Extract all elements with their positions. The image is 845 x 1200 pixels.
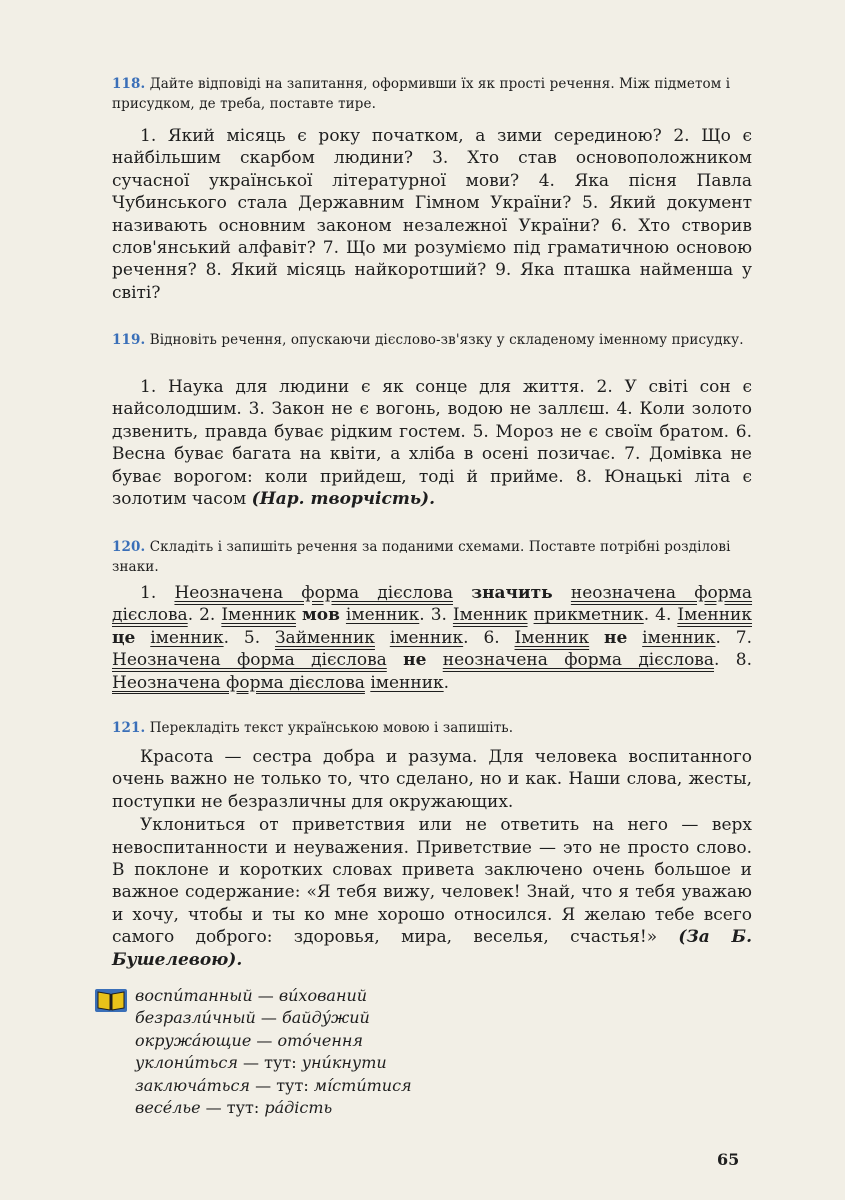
exercise-paragraph: 1. Який місяць є року початком, а зими серединою? 2. Що є найбільшим скарбом людини? 3. Хто став основоположником сучасної української літературної мови? 4. Яка пісня Павла Чубинського стала Державним Гімном України? 5. Який документ називають основним законом незалежної України? 6. Хто створив слов'янський алфавіт? 7. Що ми розуміємо під граматичною основою речення? 8. Який місяць найкоротший? 9. Яка пташка найменша у світі? (112, 126, 752, 303)
glossary-uk: уни́кнути (301, 1053, 387, 1073)
scheme-part: Неозначена форма дієслова (112, 672, 365, 693)
glossary-ru: безразли́чный (135, 1008, 256, 1028)
glossary-row (135, 1007, 555, 1029)
glossary-ru: весе́лье (135, 1098, 201, 1118)
exercise-120-text (112, 582, 752, 694)
scheme-part: Іменник (452, 605, 528, 626)
glossary-row (135, 1030, 555, 1052)
exercise-number: 119. (112, 332, 146, 348)
glossary-sep: — (200, 1098, 227, 1118)
text-paragraph-2 (112, 814, 752, 971)
scheme-part: . (223, 627, 244, 648)
scheme-part: . (714, 650, 736, 671)
source-note: (Нар. творчість). (251, 489, 436, 510)
scheme-part: 8. (735, 650, 752, 671)
glossary-row (135, 1097, 555, 1119)
scheme-part (453, 583, 471, 603)
scheme-part: 2. (199, 605, 222, 626)
scheme-part (135, 628, 150, 648)
exercise-instruction: Дайте відповіді на запитання, оформивши їх як прості речення. Між підметом і присудком, де треба, поставте тире. (112, 76, 731, 112)
sentences: 1. Наука для людини є як сонце для життя. 2. У світі сон є найсолодшим. 3. Закон не є вогонь, водою не заллєш. 4. Коли золото дзвенить, правда буває рідким гостем. 5. Мороз не є своїм братом. 6. Весна буває багата на квіти, а хліба в осені позичає. 7. Домівка не буває ворогом: коли прийдеш, тоді й прийме. 8. Юнацькі літа є золотим часом (112, 377, 752, 510)
scheme-part: не (604, 627, 628, 648)
glossary-note: тут: (264, 1053, 302, 1073)
glossary-note: тут: (276, 1075, 314, 1095)
glossary-row (135, 1075, 555, 1097)
scheme-part: прикметник (533, 605, 644, 626)
exercise-119-text (112, 376, 752, 510)
scheme-part: Займенник (274, 627, 375, 648)
scheme-part: неозначена форма дієслова (112, 583, 753, 626)
glossary-sep: — (252, 986, 279, 1005)
scheme-part: неозначена форма дієслова (442, 650, 715, 671)
exercise-instruction: Перекладіть текст українською мовою і запишіть. (149, 720, 514, 736)
glossary-uk: мі́сти́тися (313, 1075, 412, 1095)
scheme-part: Іменник (677, 605, 752, 626)
book-icon (94, 986, 128, 1014)
scheme-part: Іменник (221, 605, 296, 626)
schemes-paragraph (112, 582, 752, 694)
scheme-part: не (403, 650, 427, 671)
scheme-part: Іменник (514, 627, 590, 648)
glossary-ru: воспи́танный (135, 986, 253, 1005)
exercise-paragraph (112, 376, 752, 510)
scheme-part: іменник (642, 627, 716, 648)
exercise-number: 120. (112, 539, 146, 555)
scheme-part: 4. (655, 605, 678, 626)
text-paragraph-1: Красота — сестра добра и разума. Для человека воспитанного очень важно не только то, что сделано, но и как. Наши слова, жесты, поступки не безразличны для окружающих. (112, 747, 752, 812)
glossary-ru: заключа́ться (135, 1075, 251, 1095)
scheme-part: це (112, 627, 136, 648)
glossary-uk: ото́чення (277, 1030, 364, 1050)
glossary-row (135, 985, 555, 1007)
glossary-sep: — (251, 1030, 278, 1050)
exercise-number: 121. (112, 720, 146, 736)
scheme-part: 5. (243, 627, 275, 648)
glossary-row (135, 1052, 555, 1074)
glossary-uk: ра́дість (264, 1098, 333, 1118)
glossary-uk: байду́жий (281, 1008, 370, 1028)
scheme-part: 1. (140, 583, 175, 603)
source-note: (За Б. Бушелевою). (112, 927, 752, 970)
glossary-sep: — (255, 1008, 282, 1028)
scheme-part: . (463, 627, 484, 648)
scheme-part: 3. (430, 605, 453, 626)
scheme-part: . (419, 605, 431, 626)
glossary-note: тут: (226, 1098, 265, 1118)
scheme-part: іменник (150, 627, 224, 648)
scheme-part: . (715, 627, 736, 648)
scheme-part: іменник (345, 605, 420, 626)
exercise-instruction: Складіть і запишіть речення за поданими схемами. Поставте потрібні розділові знаки. (112, 539, 731, 575)
exercise-121-text (112, 746, 752, 971)
exercise-number: 118. (112, 76, 146, 92)
scheme-part: . (443, 672, 450, 693)
glossary (135, 985, 555, 1119)
scheme-part (589, 628, 604, 648)
scheme-part: Неозначена форма дієслова (112, 650, 387, 671)
glossary-ru: окружа́ющие (135, 1030, 252, 1050)
scheme-part: . (643, 605, 656, 626)
scheme-part: іменник (370, 672, 444, 693)
scheme-part: 7. (735, 627, 753, 648)
exercise-118-task (112, 74, 752, 114)
scheme-part: мов (301, 605, 340, 626)
glossary-sep: — (237, 1053, 265, 1073)
exercise-instruction: Відновіть речення, опускаючи дієслово-зв'язку у складеному іменному присудку. (149, 332, 744, 348)
scheme-part: іменник (389, 627, 464, 648)
scheme-part (387, 650, 403, 670)
scheme-part (426, 650, 442, 670)
exercise-119-task (112, 330, 752, 350)
scheme-part (553, 583, 571, 603)
scheme-part (627, 628, 642, 648)
glossary-ru: уклони́ться (135, 1053, 238, 1073)
glossary-sep: — (250, 1075, 277, 1095)
scheme-part: 6. (483, 627, 515, 648)
glossary-uk: ви́хований (278, 986, 368, 1005)
scheme-part (375, 628, 390, 648)
exercise-118-text (112, 125, 752, 304)
scheme-part: значить (471, 583, 553, 603)
scheme-part: . (187, 605, 200, 626)
paragraph-2-text: Уклониться от приветствия или не ответить на него — верх невоспитанности и неуважения. Приветствие — это не просто слово. В поклоне и коротких словах привета заключено очень большое и важное содержание: «Я тебя вижу, человек! Знай, что я тебя уважаю и хочу, чтобы и ты ко мне хорошо относился. Я желаю тебе всего самого доброго: здоровья, мира, веселья, счастья!» (112, 815, 752, 948)
scheme-part: Неозначена форма дієслова (174, 583, 453, 603)
exercise-120-task (112, 537, 752, 577)
exercise-121-task (112, 718, 752, 738)
page-number: 65 (717, 1150, 740, 1169)
